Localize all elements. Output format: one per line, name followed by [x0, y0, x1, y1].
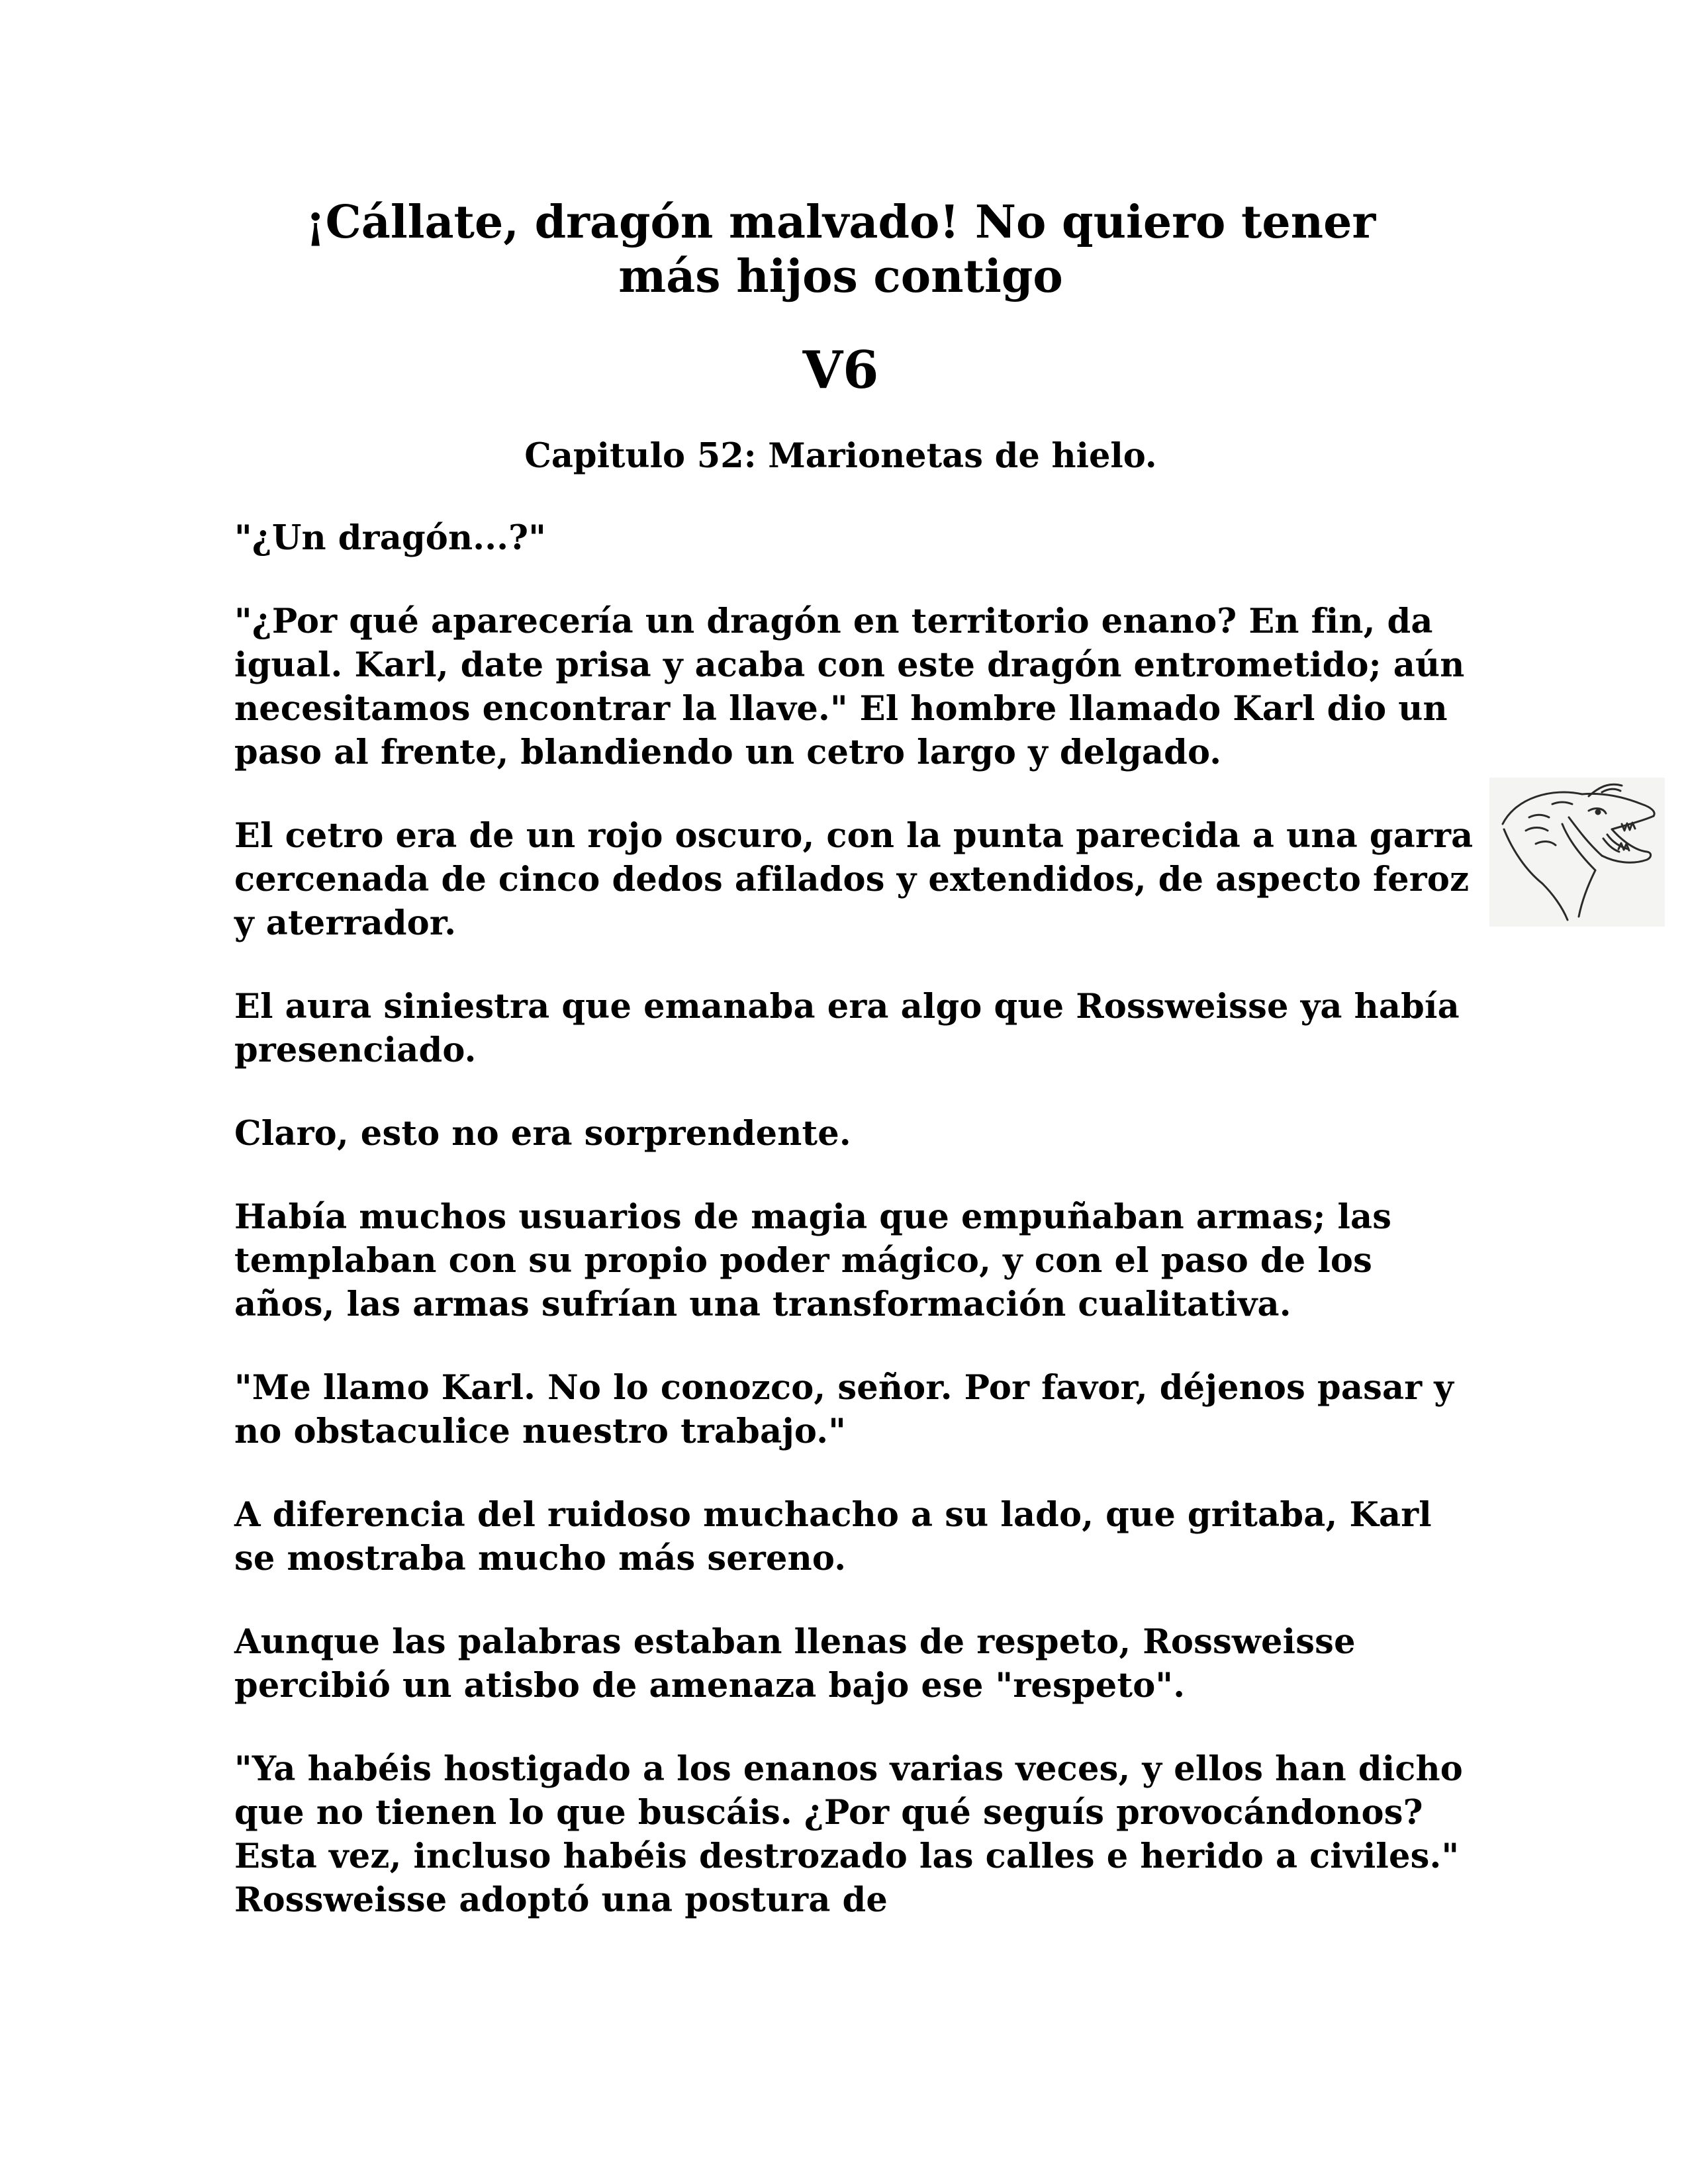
dragon-head-sketch-icon — [1489, 778, 1665, 927]
paragraph: "¿Un dragón...?" — [234, 518, 547, 558]
document-title — [199, 195, 1483, 304]
paragraph: "Ya habéis hostigado a los enanos varias veces, y ellos han dicho que no tienen lo que buscáis. ¿Por qué seguís provocándonos? Esta vez, incluso habéis destrozado las calles e herido a civiles." Rossweisse adoptó una postura de — [234, 1749, 1464, 1920]
paragraph: "Me llamo Karl. No lo conozco, señor. Por favor, déjenos pasar y no obstaculice nuestro trabajo." — [234, 1368, 1454, 1451]
volume-label: V6 — [802, 340, 879, 400]
paragraph: Aunque las palabras estaban llenas de respeto, Rossweisse percibió un atisbo de amenaza bajo ese "respeto". — [234, 1622, 1356, 1706]
title-block — [199, 195, 1483, 477]
chapter-heading: Capitulo 52: Marionetas de hielo. — [524, 436, 1157, 476]
paragraph: Había muchos usuarios de magia que empuñaban armas; las templaban con su propio poder mágico, y con el paso de los años, las armas sufrían una transformación cualitativa. — [234, 1197, 1392, 1324]
paragraph: A diferencia del ruidoso muchacho a su lado, que gritaba, Karl se mostraba mucho más sereno. — [234, 1495, 1432, 1578]
body-text — [234, 516, 1479, 1962]
paragraph: "¿Por qué aparecería un dragón en territorio enano? En fin, da igual. Karl, date prisa y acaba con este dragón entrometido; aún necesitamos encontrar la llave." El hombre llamado Karl dio un paso al frente, blandiendo un cetro largo y delgado. — [234, 602, 1465, 772]
title-line-2: más hijos contigo — [618, 250, 1063, 303]
title-line-1: ¡Cállate, dragón malvado! No quiero tener — [305, 196, 1376, 249]
paragraph: El cetro era de un rojo oscuro, con la punta parecida a una garra cercenada de cinco dedos afilados y extendidos, de aspecto feroz y aterrador. — [234, 816, 1474, 943]
paragraph: El aura siniestra que emanaba era algo que Rossweisse ya había presenciado. — [234, 987, 1460, 1070]
paragraph: Claro, esto no era sorprendente. — [234, 1114, 851, 1154]
